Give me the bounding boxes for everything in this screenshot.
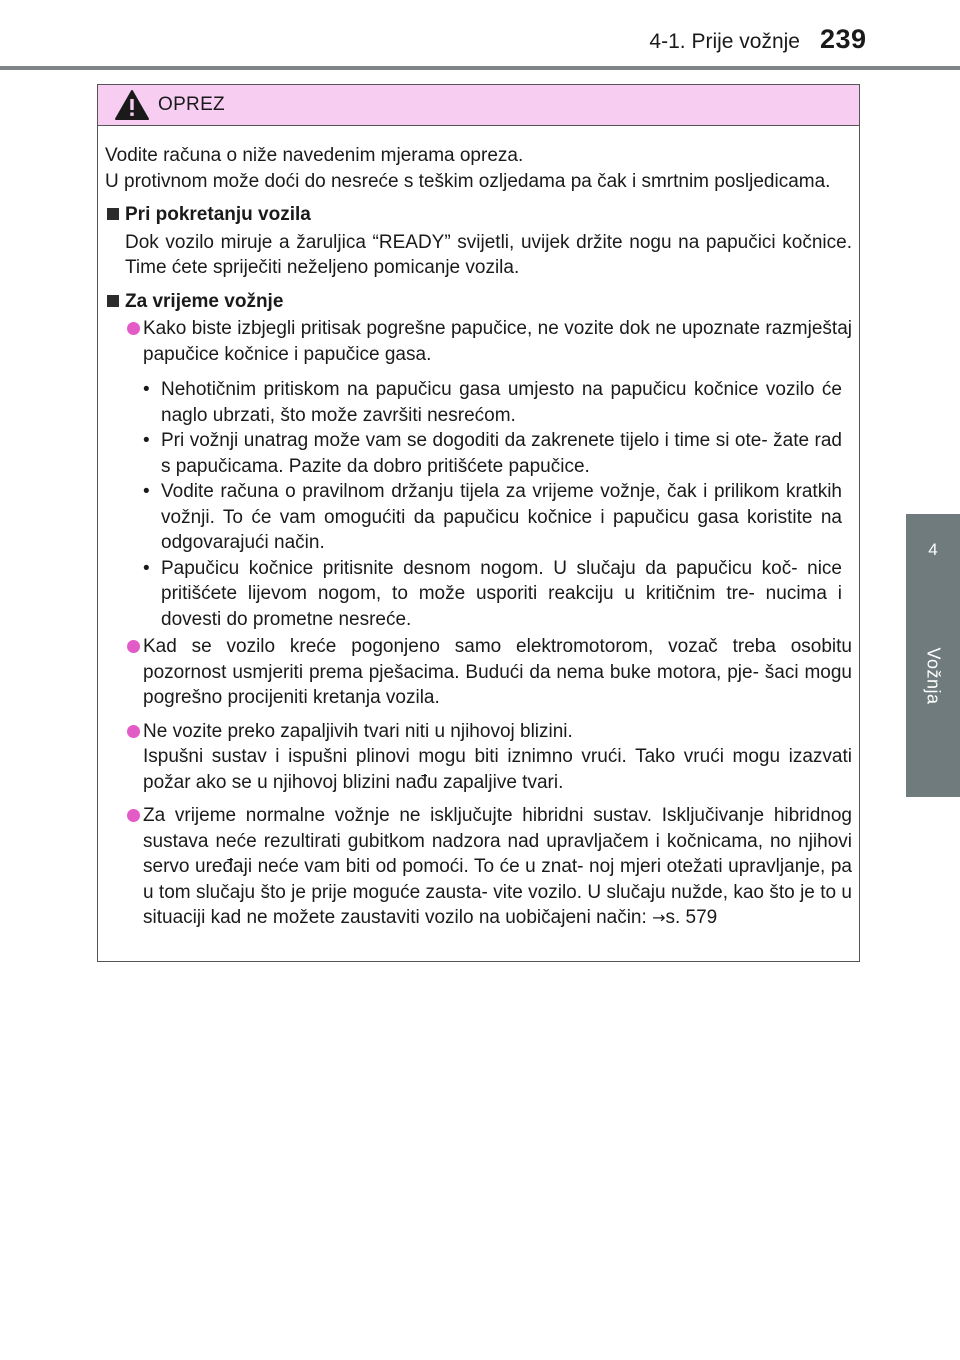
section-starting (105, 202, 852, 281)
section-heading: Za vrijeme vožnje (105, 289, 852, 315)
section-driving (105, 289, 852, 931)
header-rule (0, 66, 960, 70)
warning-triangle-icon (114, 89, 150, 121)
chapter-number: 4 (928, 540, 938, 559)
dot-mark: • (143, 430, 150, 451)
page-reference-link[interactable]: s. 579 (665, 907, 718, 928)
dot-mark: • (143, 379, 150, 400)
caution-header (98, 85, 859, 126)
sub-list-item: • Pri vožnji unatrag može vam se dogoditi da zakrenete tijelo i time si ote- žate rad s papučicama. Pazite da dobro pritišćete papučice. (143, 430, 842, 477)
list-item (105, 803, 852, 931)
section-body: Dok vozilo miruje a žaruljica “READY” svijetli, uvijek držite nogu na papučici kočnice. Time ćete spriječiti neželjeno pomicanje vozila. (125, 231, 852, 278)
sub-list-item: • Vodite računa o pravilnom držanju tijela za vrijeme vožnje, čak i prilikom kratkih vožnji. To će vam omogućiti da papučicu kočnice i papučicu gasa koristite na odgovarajući način. (143, 481, 842, 553)
page-number: 239 (820, 24, 867, 54)
round-bullet-icon (127, 809, 140, 822)
list-item-text: Za vrijeme normalne vožnje ne isključujte hibridni sustav. Isključivanje hibridnog sustava neće rezultirati gubitkom nadzora nad upravljačem i kočnicama, no njihovi servo uređaji neće vam biti od pomoći. To će u znat- noj mjeri otežati upravljanje, pa u tom slučaju što je prije moguće zausta- vite vozilo. U slučaju nužde, kao što je to u situaciji kad ne možete zaustaviti vozilo na uobičajeni način: (143, 805, 852, 928)
section-heading: Pri pokretanju vozila (105, 202, 852, 228)
list-item: Ne vozite preko zapaljivih tvari niti u njihovoj blizini. Ispušni sustav i ispušni plinovi mogu biti iznimno vrući. Tako vrući mogu izazvati požar ako se u njihovoj blizini nađu zapaljive tvari. (105, 719, 852, 796)
dot-mark: • (143, 557, 150, 579)
caution-intro (105, 143, 852, 194)
caution-content (105, 143, 852, 931)
intro-line: Vodite računa o niže navedenim mjerama opreza. (105, 145, 524, 166)
round-bullet-icon (127, 725, 140, 738)
caution-box (97, 84, 860, 962)
chapter-side-tab (906, 514, 960, 797)
arrow-right-icon: → (652, 908, 666, 927)
caution-label: OPREZ (158, 94, 225, 115)
sub-list-item: • Nehotičnim pritiskom na papučicu gasa umjesto na papučicu kočnice vozilo će naglo ubrzati, što može završiti nesrećom. (143, 379, 842, 426)
sub-list (105, 377, 852, 632)
dot-mark: • (143, 481, 150, 502)
round-bullet-icon (127, 322, 140, 335)
sub-list-item: • Papučicu kočnice pritisnite desnom nogom. U slučaju da papučicu koč- nice pritišćete lijevom nogom, to može usporiti reakciju u kritičnim tre- nucima i dovesti do prometne nesreće. (143, 557, 842, 630)
section-title: 4-1. Prije vožnje (649, 30, 800, 53)
square-bullet-icon (107, 208, 119, 220)
list-item: Kad se vozilo kreće pogonjeno samo elektromotorom, vozač treba osobitu pozornost usmjeriti prema pješacima. Budući da nema buke motora, pje- šaci mogu pogrešno procijeniti kretanja vozila. (105, 634, 852, 711)
intro-line: U protivnom može doći do nesreće s teškim ozljedama pa čak i smrtnim posljedicama. (105, 170, 831, 192)
square-bullet-icon (107, 295, 119, 307)
chapter-label: Vožnja (923, 647, 944, 705)
round-bullet-icon (127, 640, 140, 653)
list-item: Kako biste izbjegli pritisak pogrešne papučice, ne vozite dok ne upoznate razmještaj papučice kočnice i papučice gasa. (105, 316, 852, 367)
